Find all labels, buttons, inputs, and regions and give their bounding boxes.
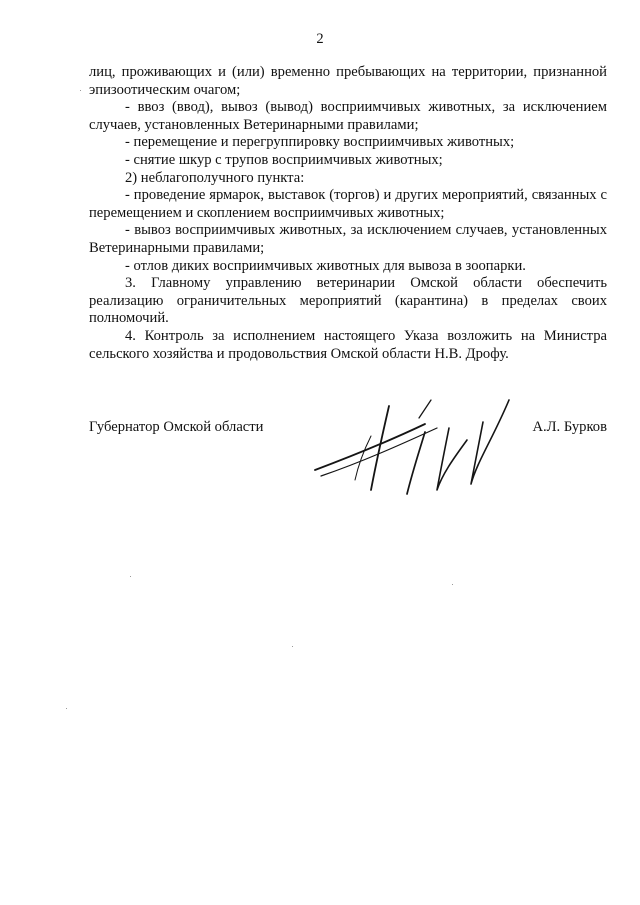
- paragraph-3: - перемещение и перегруппировку восприимчивых животных;: [125, 134, 515, 151]
- paragraph-1: лиц, проживающих и (или) временно пребывающих на территории, признанной эпизоотическим очагом;: [89, 64, 607, 98]
- paragraph-4: - снятие шкур с трупов восприимчивых животных;: [125, 151, 443, 168]
- scan-speck: [80, 90, 81, 91]
- document-body: [89, 64, 607, 363]
- paragraph-8: - отлов диких восприимчивых животных для вывоза в зоопарки.: [125, 257, 526, 274]
- scan-speck: [66, 708, 67, 709]
- page-number: 2: [316, 31, 324, 47]
- paragraph-2: - ввоз (ввод), вывоз (вывод) восприимчивых животных, за исключением случаев, установленных Ветеринарными правилами;: [89, 99, 607, 133]
- paragraph-10: 4. Контроль за исполнением настоящего Указа возложить на Министра сельского хозяйства и продовольствия Омской области Н.В. Дрофу.: [89, 327, 607, 362]
- scan-speck: [130, 576, 131, 577]
- paragraph-5: 2) неблагополучного пункта:: [125, 169, 305, 186]
- signatory-name: А.Л. Бурков: [532, 419, 607, 435]
- paragraph-7: - вывоз восприимчивых животных, за исключением случаев, установленных Ветеринарными правилами;: [89, 222, 607, 256]
- signature-block: [89, 412, 607, 522]
- scan-speck: [292, 646, 293, 647]
- scan-speck: [452, 584, 453, 585]
- paragraph-9: 3. Главному управлению ветеринарии Омской области обеспечить реализацию ограничительных мероприятий (карантина) в пределах своих полномочий.: [89, 275, 607, 327]
- paragraph-6: - проведение ярмарок, выставок (торгов) и других мероприятий, связанных с перемещением и скоплением восприимчивых животных;: [89, 187, 607, 221]
- signatory-title: Губернатор Омской области: [89, 419, 264, 435]
- handwritten-signature: [307, 392, 517, 502]
